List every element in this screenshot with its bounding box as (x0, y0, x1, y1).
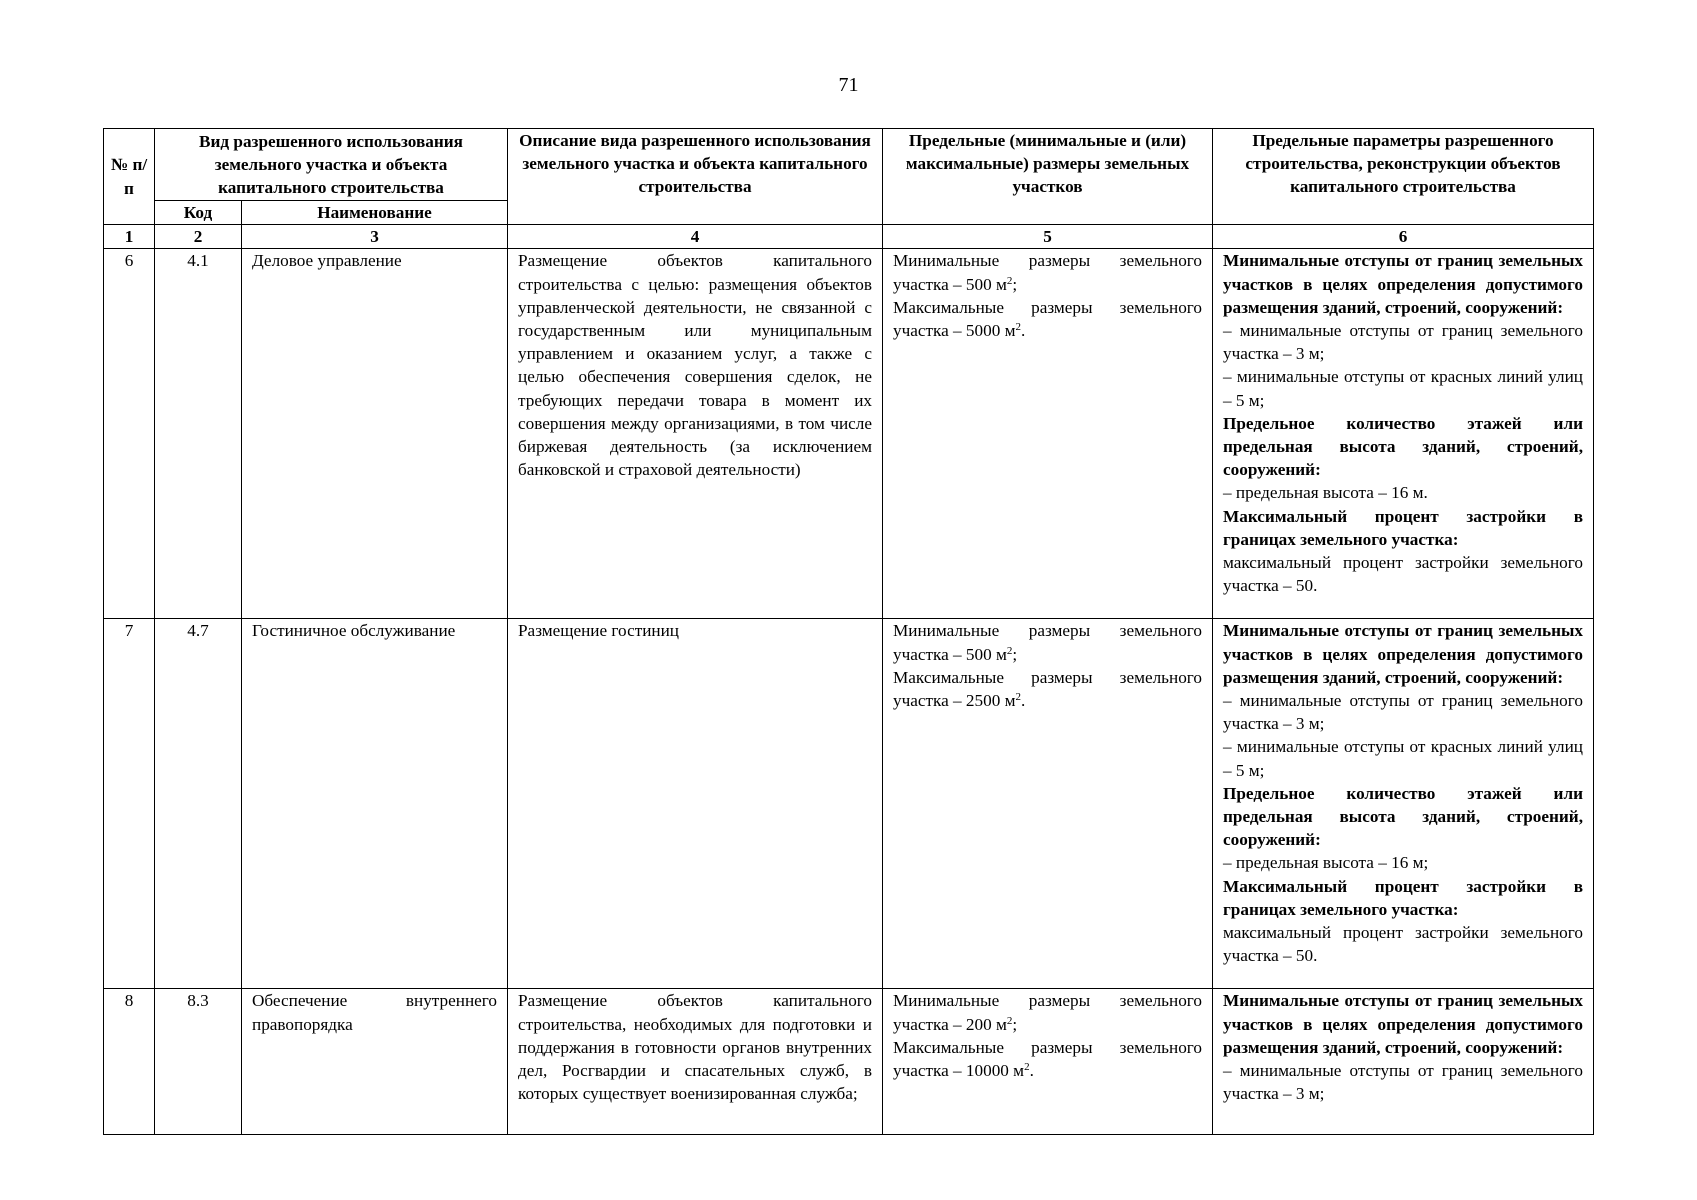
size-min-text: Минимальные размеры земельного участка – 500 м (893, 621, 1202, 664)
param-heading: Предельное количество этажей или предельная высота зданий, строений, сооружений: (1223, 413, 1583, 480)
size-max-sup: 2 (1015, 321, 1021, 334)
param-heading: Минимальные отступы от границ земельных участков в целях определения допустимого размещения зданий, строений, сооружений: (1223, 251, 1583, 317)
param-item: – предельная высота – 16 м. (1223, 483, 1428, 503)
col-number: 5 (883, 225, 1213, 249)
param-heading: Предельное количество этажей или предельная высота зданий, строений, сооружений: (1223, 783, 1583, 850)
row-desc: Размещение объектов капитального строительства, необходимых для подготовки и поддержания в готовности органов внутренних дел, Росгвардии и спасательных служб, в которых существует военизированная служба; (508, 989, 883, 1135)
size-min (893, 619, 1202, 665)
param-heading: Минимальные отступы от границ земельных участков в целях определения допустимого размещения зданий, строений, сооружений: (1223, 991, 1583, 1057)
param-item: максимальный процент застройки земельного участка – 50. (1223, 553, 1583, 596)
col-number: 6 (1213, 225, 1594, 249)
col-number: 1 (104, 225, 155, 249)
size-max-text: Максимальные размеры земельного участка – 5000 м (893, 297, 1202, 341)
row-num: 8 (104, 989, 155, 1135)
page-number: 71 (838, 74, 859, 96)
size-max-text: Максимальные размеры земельного участка – 10000 м (893, 1037, 1202, 1081)
size-max-text: Максимальные размеры земельного участка – 2500 м (893, 667, 1202, 711)
row-sizes (883, 249, 1213, 619)
header-code: Код (155, 201, 242, 225)
param-item: – предельная высота – 16 м; (1223, 853, 1429, 873)
param-item: – минимальные отступы от красных линий улиц – 5 м; (1223, 737, 1583, 780)
param-heading: Максимальный процент застройки в границах земельного участка: (1223, 506, 1583, 549)
size-min-sup: 2 (1006, 644, 1013, 657)
table-row (104, 619, 1594, 989)
row-code: 4.1 (155, 249, 242, 619)
size-min-end: ; (1012, 274, 1018, 294)
col-number: 4 (508, 225, 883, 249)
header-row (104, 129, 1594, 201)
row-num: 7 (104, 619, 155, 989)
size-min-sup: 2 (1006, 274, 1013, 287)
param-heading: Минимальные отступы от границ земельных участков в целях определения допустимого размещения зданий, строений, сооружений: (1223, 621, 1583, 687)
size-min (893, 989, 1202, 1035)
param-item: – минимальные отступы от границ земельного участка – 3 м; (1223, 1061, 1583, 1104)
size-max (893, 1036, 1202, 1082)
param-item: – минимальные отступы от границ земельного участка – 3 м; (1223, 691, 1583, 734)
row-desc: Размещение объектов капитального строительства с целью: размещения объектов управленческой деятельности, не связанной с государственным или муниципальным управлением и оказанием услуг, а также с целью обеспечения совершения сделок, не требующих передачи товара в момент их совершения между организациями, в том числе биржевая деятельность (за исключением банковской и страховой деятельности) (508, 249, 883, 619)
row-sizes (883, 619, 1213, 989)
size-min-end: ; (1012, 1014, 1018, 1034)
param-item: – минимальные отступы от границ земельного участка – 3 м; (1223, 321, 1583, 364)
row-sizes (883, 989, 1213, 1135)
size-max (893, 296, 1202, 342)
header-params: Предельные параметры разрешенного строительства, реконструкции объектов капитального строительства (1213, 129, 1594, 225)
column-numbers-row (104, 225, 1594, 249)
header-sizes: Предельные (минимальные и (или) максимальные) размеры земельных участков (883, 129, 1213, 225)
header-name: Наименование (242, 201, 508, 225)
row-name: Обеспечение внутреннего правопорядка (242, 989, 508, 1135)
row-params (1213, 249, 1594, 619)
col-number: 2 (155, 225, 242, 249)
header-desc: Описание вида разрешенного использования земельного участка и объекта капитального строительства (508, 129, 883, 225)
param-heading: Максимальный процент застройки в границах земельного участка: (1223, 876, 1583, 919)
row-num: 6 (104, 249, 155, 619)
row-params (1213, 989, 1594, 1135)
row-params (1213, 619, 1594, 989)
size-min-end: ; (1012, 644, 1018, 664)
size-max (893, 666, 1202, 712)
row-code: 4.7 (155, 619, 242, 989)
col-number: 3 (242, 225, 508, 249)
header-vid-group: Вид разрешенного использования земельного участка и объекта капитального строительства (155, 129, 508, 201)
size-max-end: . (1029, 1061, 1034, 1081)
row-code: 8.3 (155, 989, 242, 1135)
row-name: Деловое управление (242, 249, 508, 619)
size-max-sup: 2 (1015, 691, 1021, 704)
size-max-end: . (1020, 691, 1026, 711)
param-item: – минимальные отступы от красных линий улиц – 5 м; (1223, 367, 1583, 410)
header-num: № п/п (104, 129, 155, 225)
size-min-sup: 2 (1006, 1014, 1013, 1027)
param-item: максимальный процент застройки земельного участка – 50. (1223, 923, 1583, 966)
size-min (893, 249, 1202, 295)
table-row (104, 249, 1594, 619)
size-max-sup: 2 (1024, 1061, 1030, 1074)
size-max-end: . (1020, 321, 1026, 341)
size-min-text: Минимальные размеры земельного участка – 200 м (893, 991, 1202, 1034)
table-row (104, 989, 1594, 1135)
row-desc: Размещение гостиниц (508, 619, 883, 989)
land-use-table (103, 128, 1594, 1135)
size-min-text: Минимальные размеры земельного участка – 500 м (893, 251, 1202, 294)
row-name: Гостиничное обслуживание (242, 619, 508, 989)
